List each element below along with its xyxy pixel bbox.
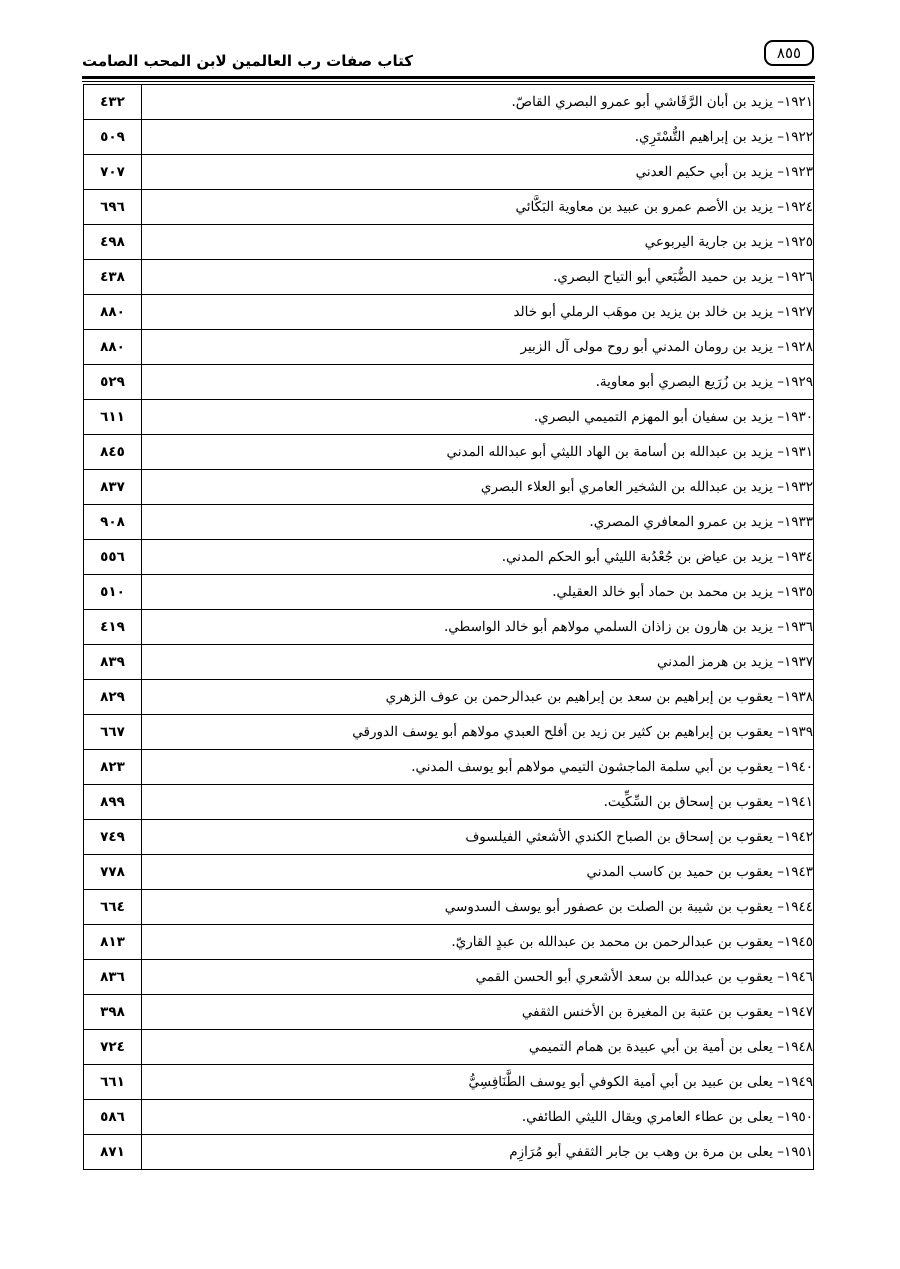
table-row	[84, 120, 814, 155]
table-row	[84, 1030, 814, 1065]
table-row	[84, 85, 814, 120]
header-rule-thin	[82, 81, 815, 82]
entry-name: ١٩٥١– يعلى بن مرة بن وهب بن جابر الثقفي أبو مُرَازِم	[142, 1135, 814, 1170]
table-row	[84, 365, 814, 400]
entry-name: ١٩٢٦– يزيد بن حميد الضُّبَعي أبو التياح البصري.	[142, 260, 814, 295]
entry-page-number: ٣٩٨	[84, 995, 142, 1030]
entry-page-number: ٥٥٦	[84, 540, 142, 575]
table-row	[84, 715, 814, 750]
entry-name: ١٩٢٤– يزيد بن الأصم عمرو بن عبيد بن معاوية البَكَّائي	[142, 190, 814, 225]
entry-page-number: ٧٠٧	[84, 155, 142, 190]
entry-page-number: ٦٦٤	[84, 890, 142, 925]
table-row	[84, 505, 814, 540]
table-row	[84, 260, 814, 295]
entry-page-number: ٤٣٨	[84, 260, 142, 295]
entry-name: ١٩٤٣– يعقوب بن حميد بن كاسب المدني	[142, 855, 814, 890]
entry-name: ١٩٣٢– يزيد بن عبدالله بن الشخير العامري أبو العلاء البصري	[142, 470, 814, 505]
table-row	[84, 155, 814, 190]
entry-page-number: ٨٧١	[84, 1135, 142, 1170]
table-row	[84, 750, 814, 785]
table-row	[84, 470, 814, 505]
entry-page-number: ٥٨٦	[84, 1100, 142, 1135]
table-row	[84, 995, 814, 1030]
entry-page-number: ٥١٠	[84, 575, 142, 610]
table-row	[84, 925, 814, 960]
entry-name: ١٩٢٨– يزيد بن رومان المدني أبو روح مولى آل الزبير	[142, 330, 814, 365]
book-title: كتاب صفات رب العالمين لابن المحب الصامت	[82, 52, 413, 70]
entry-page-number: ٨٢٣	[84, 750, 142, 785]
entry-page-number: ٨٣٩	[84, 645, 142, 680]
entry-page-number: ٧٢٤	[84, 1030, 142, 1065]
table-row	[84, 1065, 814, 1100]
entry-name: ١٩٤٤– يعقوب بن شيبة بن الصلت بن عصفور أبو يوسف السدوسي	[142, 890, 814, 925]
entry-name: ١٩٤٢– يعقوب بن إسحاق بن الصباح الكندي الأشعثي الفيلسوف	[142, 820, 814, 855]
entry-name: ١٩٣٩– يعقوب بن إبراهيم بن كثير بن زيد بن أفلح العبدي مولاهم أبو يوسف الدورقي	[142, 715, 814, 750]
entry-page-number: ٦١١	[84, 400, 142, 435]
entry-name: ١٩٣٧– يزيد بن هرمز المدني	[142, 645, 814, 680]
entry-name: ١٩٢٥– يزيد بن جارية اليربوعي	[142, 225, 814, 260]
entry-page-number: ٦٩٦	[84, 190, 142, 225]
entry-name: ١٩٤٧– يعقوب بن عتبة بن المغيرة بن الأخنس الثقفي	[142, 995, 814, 1030]
entry-page-number: ٨٣٧	[84, 470, 142, 505]
entry-name: ١٩٥٠– يعلى بن عطاء العامري ويقال الليثي الطائفي.	[142, 1100, 814, 1135]
entry-page-number: ٥٠٩	[84, 120, 142, 155]
table-row	[84, 400, 814, 435]
entry-page-number: ٦٦١	[84, 1065, 142, 1100]
table-row	[84, 540, 814, 575]
entry-page-number: ٤٩٨	[84, 225, 142, 260]
entry-page-number: ٩٠٨	[84, 505, 142, 540]
entry-page-number: ٥٢٩	[84, 365, 142, 400]
entry-page-number: ٨٤٥	[84, 435, 142, 470]
entry-page-number: ٦٦٧	[84, 715, 142, 750]
table-row	[84, 890, 814, 925]
entry-page-number: ٤١٩	[84, 610, 142, 645]
page-header	[82, 40, 814, 74]
entry-page-number: ٧٤٩	[84, 820, 142, 855]
entry-name: ١٩٢٢– يزيد بن إبراهيم التُّسْتَرِي.	[142, 120, 814, 155]
entry-name: ١٩٣٤– يزيد بن عياض بن جُعْدُبة الليثي أبو الحكم المدني.	[142, 540, 814, 575]
table-row	[84, 820, 814, 855]
entry-page-number: ٨١٣	[84, 925, 142, 960]
table-row	[84, 435, 814, 470]
entry-name: ١٩٤٠– يعقوب بن أبي سلمة الماجشون التيمي مولاهم أبو يوسف المدني.	[142, 750, 814, 785]
entry-page-number: ٨٩٩	[84, 785, 142, 820]
table-row	[84, 190, 814, 225]
entry-name: ١٩٤٩– يعلى بن عبيد بن أبي أمية الكوفي أبو يوسف الطَّنَافِسِيُّ	[142, 1065, 814, 1100]
entry-name: ١٩٤٦– يعقوب بن عبدالله بن سعد الأشعري أبو الحسن القمي	[142, 960, 814, 995]
table-row	[84, 330, 814, 365]
entry-page-number: ٨٣٦	[84, 960, 142, 995]
entry-name: ١٩٢٧– يزيد بن خالد بن يزيد بن موهَب الرملي أبو خالد	[142, 295, 814, 330]
entry-page-number: ٧٧٨	[84, 855, 142, 890]
table-row	[84, 960, 814, 995]
index-table-body	[84, 85, 814, 1170]
page-number-badge: ٨٥٥	[764, 40, 814, 66]
entry-page-number: ٨٨٠	[84, 295, 142, 330]
table-row	[84, 785, 814, 820]
entry-name: ١٩٣٨– يعقوب بن إبراهيم بن سعد بن إبراهيم بن عبدالرحمن بن عوف الزهري	[142, 680, 814, 715]
entry-name: ١٩٤٨– يعلى بن أمية بن أبي عبيدة بن همام التميمي	[142, 1030, 814, 1065]
table-row	[84, 225, 814, 260]
entry-name: ١٩٣٥– يزيد بن محمد بن حماد أبو خالد العقيلي.	[142, 575, 814, 610]
table-row	[84, 295, 814, 330]
entry-name: ١٩٣٦– يزيد بن هارون بن زاذان السلمي مولاهم أبو خالد الواسطي.	[142, 610, 814, 645]
entry-page-number: ٨٨٠	[84, 330, 142, 365]
entry-name: ١٩٣٣– يزيد بن عمرو المعافري المصري.	[142, 505, 814, 540]
table-row	[84, 1135, 814, 1170]
entry-page-number: ٤٣٢	[84, 85, 142, 120]
entry-name: ١٩٢٩– يزيد بن زُرَيع البصري أبو معاوية.	[142, 365, 814, 400]
entry-name: ١٩٤١– يعقوب بن إسحاق بن السِّكِّيت.	[142, 785, 814, 820]
table-row	[84, 1100, 814, 1135]
table-row	[84, 610, 814, 645]
entry-name: ١٩٣٠– يزيد بن سفيان أبو المهزم التميمي البصري.	[142, 400, 814, 435]
table-row	[84, 680, 814, 715]
table-row	[84, 645, 814, 680]
table-row	[84, 575, 814, 610]
index-table	[83, 84, 814, 1170]
table-row	[84, 855, 814, 890]
header-rule-thick	[82, 76, 815, 79]
entry-name: ١٩٢١– يزيد بن أبان الرَّقَاشي أبو عمرو البصري القاصّ.	[142, 85, 814, 120]
entry-name: ١٩٣١– يزيد بن عبدالله بن أسامة بن الهاد الليثي أبو عبدالله المدني	[142, 435, 814, 470]
entry-name: ١٩٤٥– يعقوب بن عبدالرحمن بن محمد بن عبدالله بن عبدٍ القاريّ.	[142, 925, 814, 960]
entry-page-number: ٨٢٩	[84, 680, 142, 715]
entry-name: ١٩٢٣– يزيد بن أبي حكيم العدني	[142, 155, 814, 190]
